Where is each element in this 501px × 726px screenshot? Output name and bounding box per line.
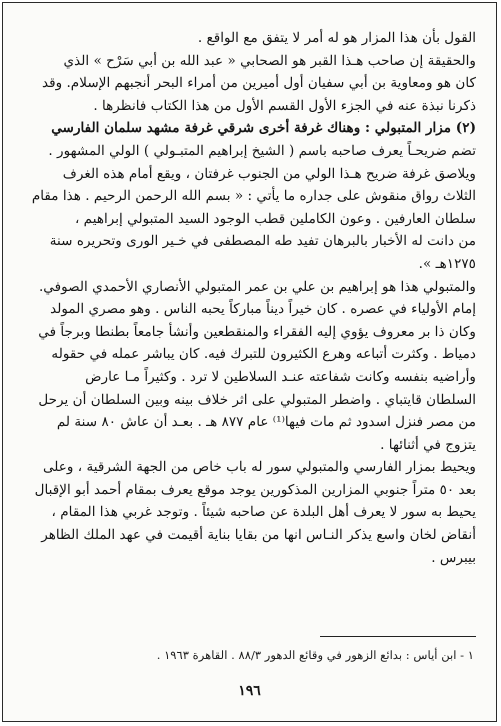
text-line: ويحيط بمزار الفارسي والمتبولي سور له باب خاص من الجهة الشرقية ، وعلى [42,459,476,476]
text-line: يتزوج في أثنائها . [380,436,476,453]
paragraph-mazar-matbouli [25,117,476,275]
text-line: من مصر فنزل اسدود ثم مات فيها⁽¹⁾ عام ٨٧٧ هـ . بعـد أن عاش ٨٠ سنة لم [56,414,476,431]
text-line: كان هو ومعاوية بن أبي سفيان أول أميرين من أمراء البحر أنجبهم الإسلام. وقد [41,75,476,92]
page-number: ١٩٦ [238,683,261,699]
text-line: تضم ضريحـاً يعرف صاحبه باسم ( الشيخ إبراهيم المتبـولي ) الولي المشهور . [48,142,476,159]
text-line: والحقيقة إن صاحب هـذا القبر هو الصحابي « عبد الله بن أبي سَرْح » الذي [63,52,476,69]
footnote-divider [320,636,476,637]
text-line: ذكرنا نبذة عنه في الجزء الأول القسم الأول من هذا الكتاب فانظرها . [93,97,476,114]
text-line: من دانت له الأخبار بالبرهان تفيد طه المصطفى في خـير الورى وتحريره سنة [49,233,476,250]
text-line: القول بأن هذا المزار هو له أمر لا يتفق مع الواقع . [197,30,476,46]
text-line: الثلاث رواق منقوش على جداره ما يأتي : « بسم الله الرحمن الرحيم . هذا مقام [31,188,476,205]
text-line: بيبرس . [431,549,476,566]
text-line: دمياط . وكثرت أتباعه وهرع الكثيرون للتبرك فيه. كان يباشر عمله في حقوله [51,346,476,363]
paragraph-intro [25,27,476,117]
page-frame [2,2,497,722]
page-body [25,27,476,569]
paragraph-biography [25,276,476,457]
text-line: ١٢٧٥هـ ». [418,255,476,272]
text-line: يحيط به سور لا يعرف أهل البلدة عن صاحبه شيئاً . وتوجد غربي هذا المقام ، [51,504,476,521]
text-line: السلطان قايتباي . واضطر المتبولي على اثر خلاف بينه وبين السلطان أن يرحل [38,391,476,408]
text-line: سلطان العارفين . وعون الكاملين قطب الوجود السيد المتبولي إبراهيم ، [74,210,476,227]
text-line: وأراضيه بنفسه وكانت شفاعته عنـد السلاطين لا ترد . وكثيراً مـا عارض [85,368,476,385]
text-line: (٢) مزار المتبولي : وهناك غرفة أخرى شرقي غرفة مشهد سلمان الفارسي [51,120,476,137]
text-line: إمام الأولياء في عصره . كان خيراً ديناً مباركاً يحبه الناس . وهو مصري المولد [50,301,476,318]
text-line: أنقاض لخان واسع يذكر النـاس انها من بقايا بناية أقيمت في عهد الملك الظاهر [41,527,476,544]
paragraph-enclosure [25,456,476,569]
text-line: بعد ٥٠ متراً جنوبي المزارين المذكورين يوجد موقع يعرف بمقام أحمد أبو الإقبال [34,481,476,498]
text-line: ويلاصق غرفة ضريح هـذا الولي من الجنوب غرفتان ، ويقع أمام هذه الغرف [62,165,476,182]
footnote: ١ - ابن أياس : بدائع الزهور في وقائع الدهور ٨٨/٣ . القاهرة ١٩٦٣ . [156,648,474,662]
text-line: والمتبولي هذا هو إبراهيم بن علي بن عمر المتبولي الأنصاري الأحمدي الصوفي. [38,278,476,295]
text-line: وكان ذا بر معروف يؤوي إليه الفقراء والمنقطعين وأنشأ جامعاً بطنطا وبرجاً في [38,323,476,340]
